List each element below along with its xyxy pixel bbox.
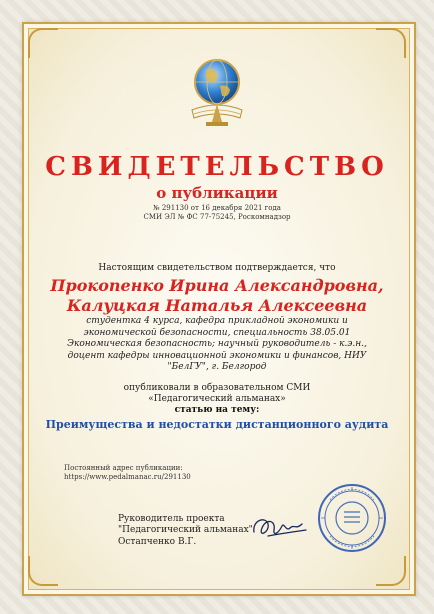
globe-book-emblem-icon	[182, 48, 252, 134]
corner-ornament	[28, 556, 58, 586]
author-name-1: Прокопенко Ирина Александровна,	[50, 276, 384, 295]
signer-project: "Педагогический альманах"	[118, 525, 253, 535]
corner-ornament	[376, 28, 406, 58]
published-line-1: опубликовали в образовательном СМИ	[123, 383, 311, 393]
corner-ornament	[28, 28, 58, 58]
signer-name: Остапченко В.Г.	[118, 537, 197, 547]
registration-number: № 291130 от 16 декабря 2021 года	[153, 204, 281, 212]
media-registration: СМИ ЭЛ № ФС 77-75245, Роскомнадзор	[143, 213, 291, 221]
article-topic: Преимущества и недостатки дистанционного аудита	[45, 418, 389, 431]
official-stamp-icon	[316, 482, 388, 554]
published-line-2: «Педагогический альманах»	[148, 394, 286, 404]
author-description: студентка 4 курса, кафедра прикладной экономики и экономической безопасности, специальность 38.05.01 Экономическая безопасность; научный руководитель - к.э.н., доцент кафедры инновационной экономики и финансов, НИУ "БелГУ", г. Белгород	[67, 316, 367, 372]
certificate-title: СВИДЕТЕЛЬСТВО	[45, 152, 389, 182]
handwritten-signature-icon	[248, 510, 310, 546]
intro-text: Настоящим свидетельством подтверждается, что	[98, 263, 336, 273]
publication-url[interactable]: https://www.pedalmanac.ru/291130	[64, 473, 191, 481]
address-label: Постоянный адрес публикации:	[64, 464, 183, 472]
author-name-2: Калуцкая Наталья Алексеевна	[66, 296, 368, 315]
topic-label: статью на тему:	[174, 405, 260, 415]
certificate-subtitle: о публикации	[156, 184, 278, 202]
signer-role: Руководитель проекта	[118, 514, 225, 524]
corner-ornament	[376, 556, 406, 586]
